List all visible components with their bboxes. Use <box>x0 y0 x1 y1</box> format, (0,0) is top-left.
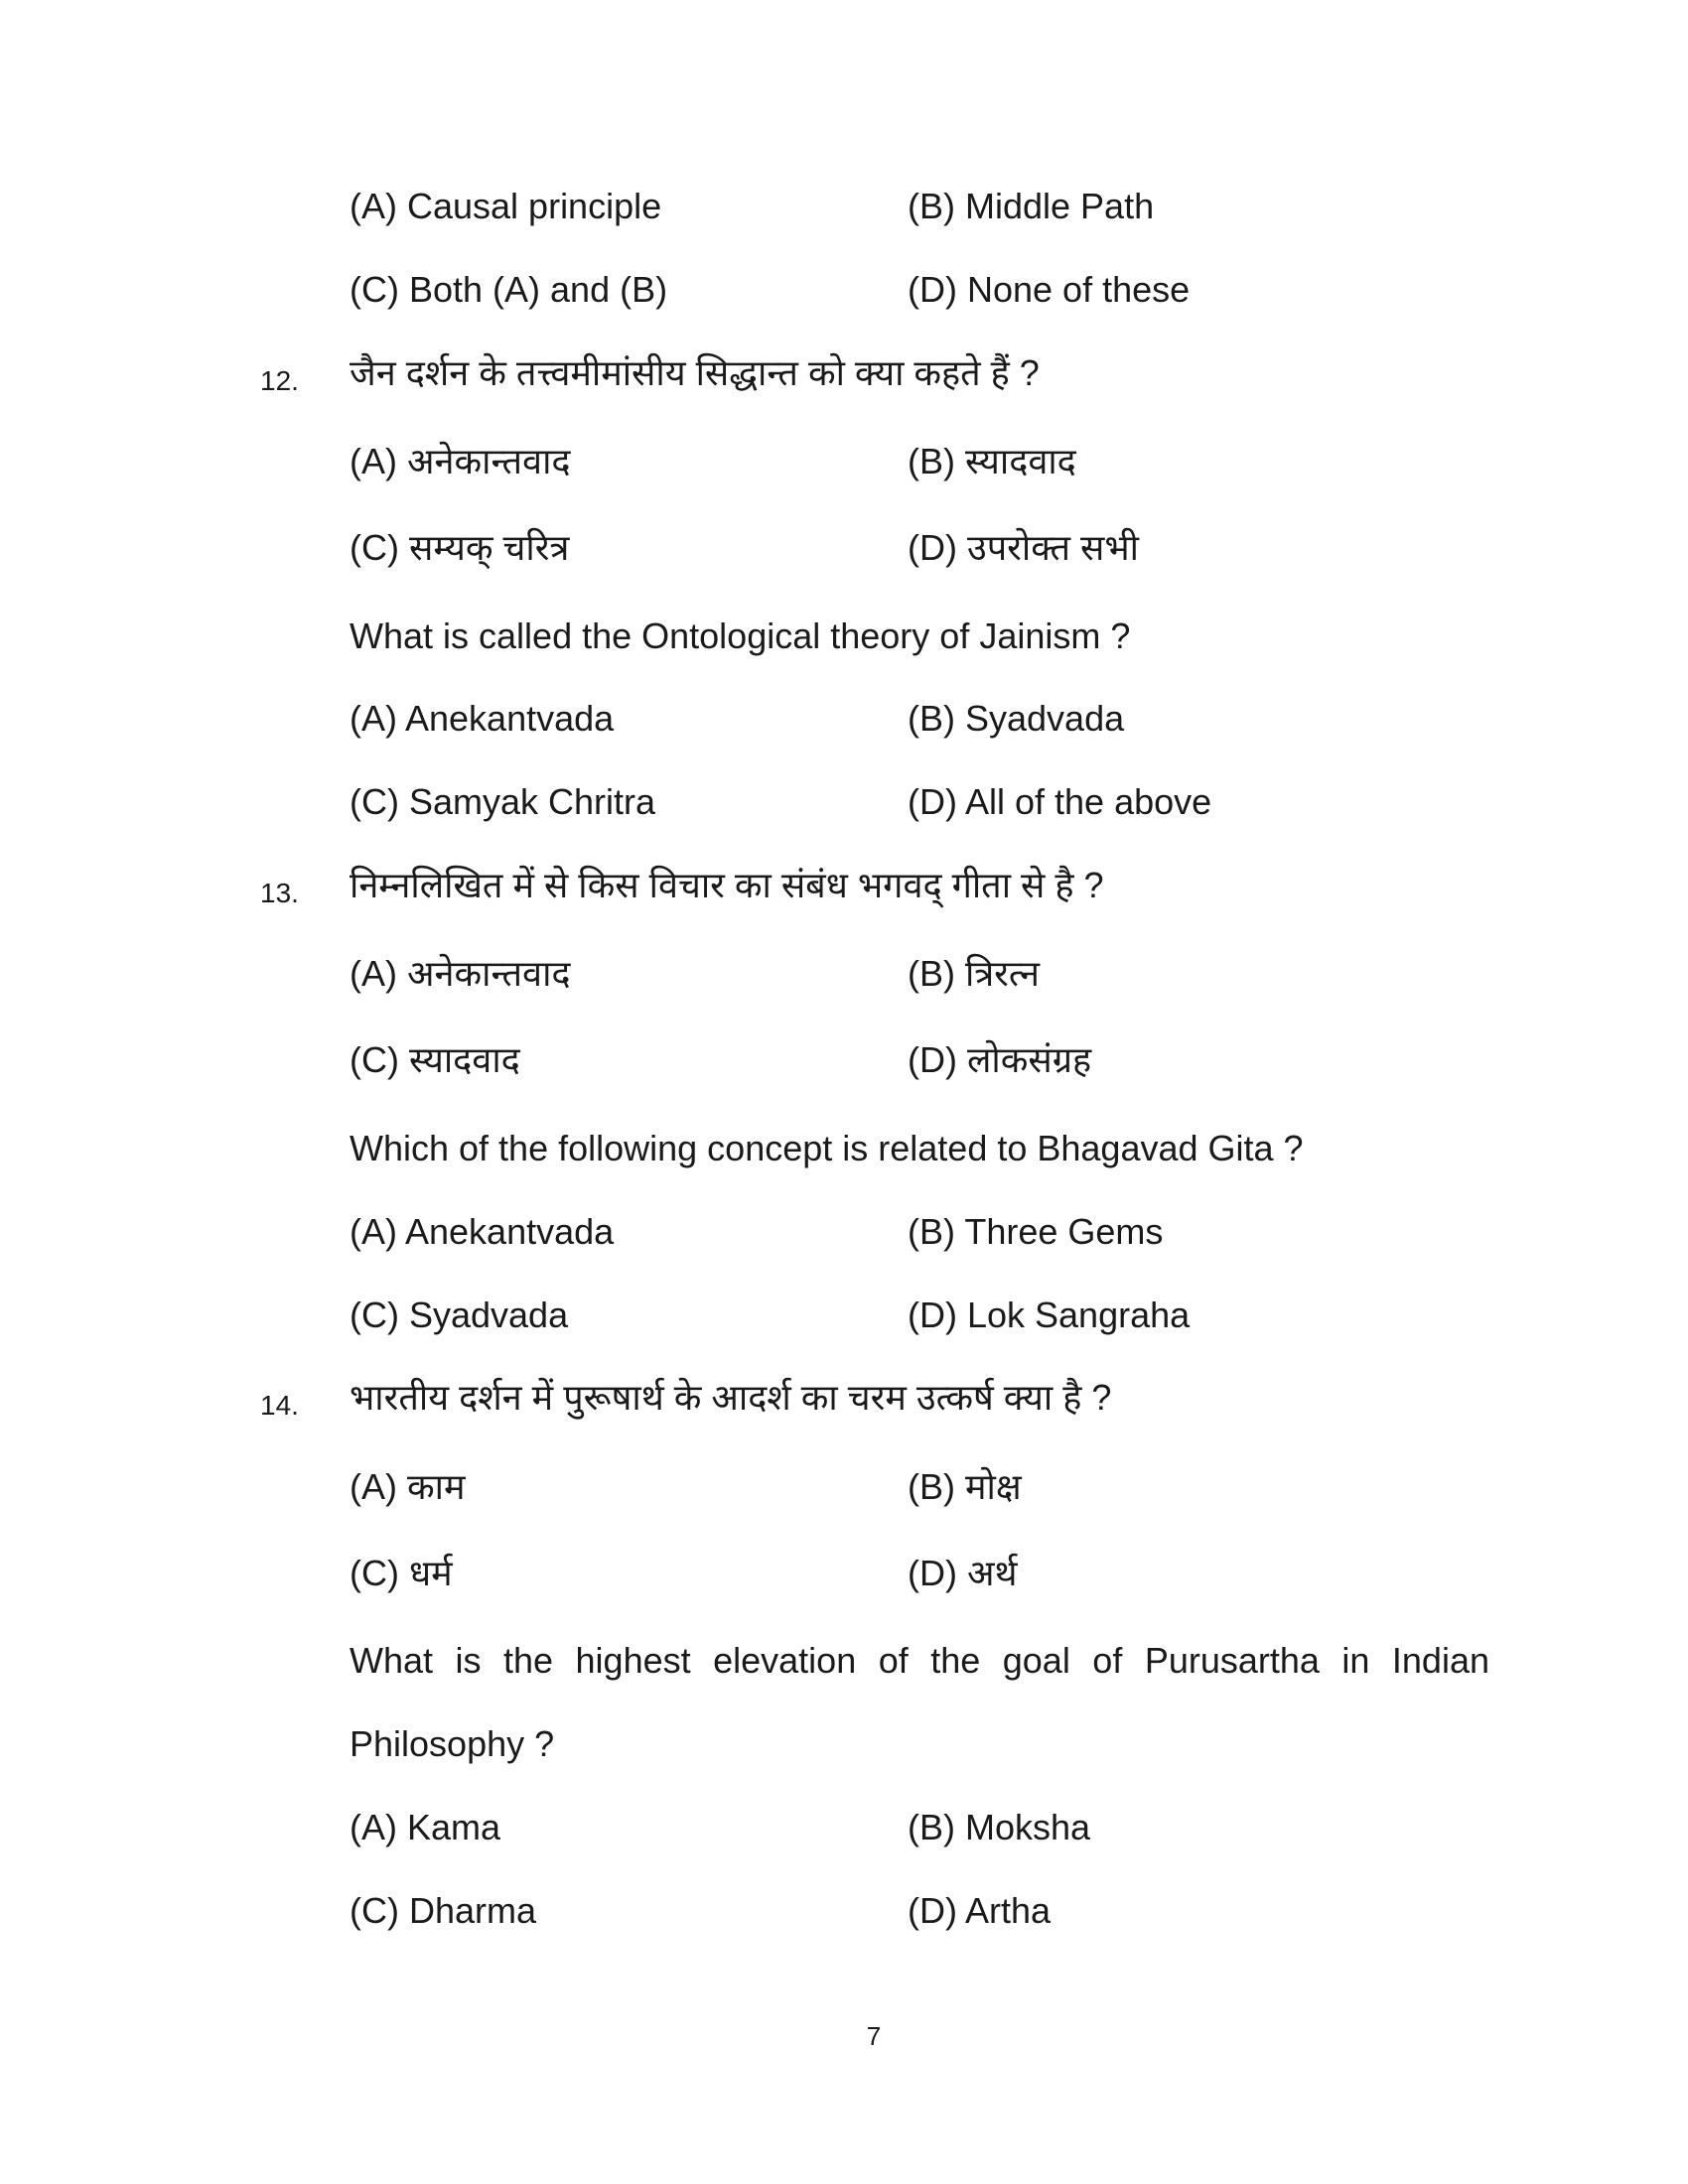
option-d-english: (D) Artha <box>908 1890 1052 1931</box>
option-c-english: (C) Syadvada <box>350 1295 569 1335</box>
option-d-english: (D) All of the above <box>908 781 1212 822</box>
question-text-english: Which of the following concept is related to Bhagavad Gita ? <box>350 1128 1304 1168</box>
option-c-english: (C) Samyak Chritra <box>350 781 656 822</box>
question-number: 13. <box>260 878 299 908</box>
prev-option-a: (A) Causal principle <box>350 186 662 226</box>
page-number: 7 <box>866 2021 882 2051</box>
option-b-hindi: (B) स्यादवाद <box>908 441 1076 481</box>
option-c-hindi: (C) सम्यक् चरित्र <box>350 527 570 568</box>
question-number: 12. <box>260 365 299 396</box>
question-text-english: What is called the Ontological theory of Jainism ? <box>350 615 1131 656</box>
option-a-hindi: (A) अनेकान्तवाद <box>350 441 571 481</box>
option-a-english: (A) Kama <box>350 1807 501 1847</box>
option-a-hindi: (A) अनेकान्तवाद <box>350 953 571 994</box>
option-c-hindi: (C) स्यादवाद <box>350 1039 520 1080</box>
option-c-hindi: (C) धर्म <box>350 1553 453 1593</box>
option-b-english: (B) Three Gems <box>908 1211 1164 1252</box>
question-text-hindi: भारतीय दर्शन में पुरूषार्थ के आदर्श का चरम उत्कर्ष क्या है ? <box>350 1377 1112 1418</box>
question-text-english-line2: Philosophy ? <box>350 1723 555 1764</box>
option-b-english: (B) Syadvada <box>908 698 1125 739</box>
option-a-english: (A) Anekantvada <box>350 1211 615 1252</box>
option-d-hindi: (D) लोकसंग्रह <box>908 1039 1092 1080</box>
option-d-english: (D) Lok Sangraha <box>908 1295 1191 1335</box>
question-text-english-line1: What is the highest elevation of the goal of Purusartha in Indian <box>350 1640 1489 1681</box>
option-b-hindi: (B) त्रिरत्न <box>908 953 1040 994</box>
question-number: 14. <box>260 1390 299 1421</box>
question-text-hindi: जैन दर्शन के तत्त्वमीमांसीय सिद्धान्त को क्या कहते हैं ? <box>350 352 1040 393</box>
prev-option-d: (D) None of these <box>908 269 1191 310</box>
option-b-hindi: (B) मोक्ष <box>908 1466 1022 1507</box>
option-a-hindi: (A) काम <box>350 1466 466 1507</box>
option-c-english: (C) Dharma <box>350 1890 537 1931</box>
prev-option-c: (C) Both (A) and (B) <box>350 269 668 310</box>
question-text-hindi: निम्नलिखित में से किस विचार का संबंध भगवद् गीता से है ? <box>350 865 1104 905</box>
prev-option-b: (B) Middle Path <box>908 186 1155 226</box>
option-b-english: (B) Moksha <box>908 1807 1091 1847</box>
option-a-english: (A) Anekantvada <box>350 698 615 739</box>
option-d-hindi: (D) अर्थ <box>908 1553 1018 1593</box>
option-d-hindi: (D) उपरोक्त सभी <box>908 527 1139 568</box>
